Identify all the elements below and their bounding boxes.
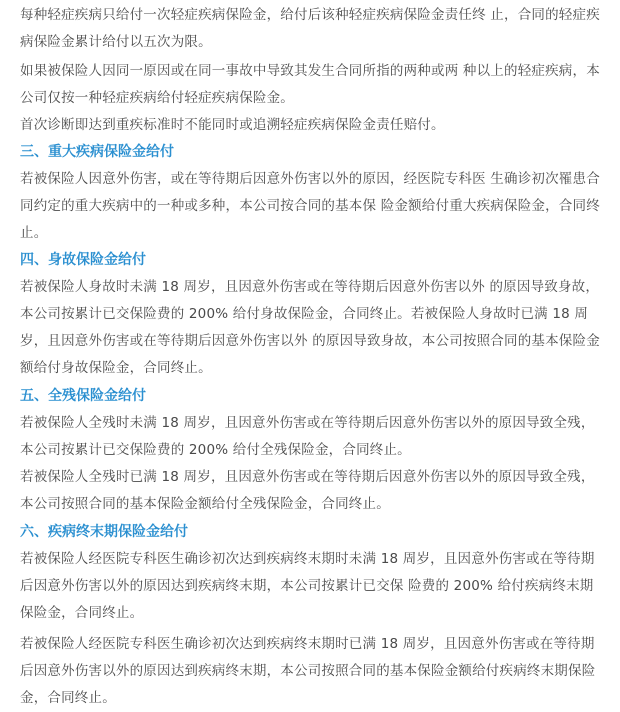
paragraph-death-benefit: 若被保险人身故时未满 18 周岁，且因意外伤害或在等待期后因意外伤害以外 的原因导致身故，本公司按累计已交保险费的 200% 给付身故保险金，合同终止。若被保险人身故时已满 18 周岁，且因意外伤害或在等待期后因意外伤害以外 的原因导致身故，本公司按照合同的基本保险金额给付身故保险金，合同终止。 <box>20 279 600 376</box>
section-heading-terminal-illness: 六、疾病终末期保险金给付 <box>20 524 188 540</box>
section-heading-total-disability: 五、全残保险金给付 <box>20 388 146 404</box>
paragraph-first-diagnosis: 首次诊断即达到重疾标准时不能同时或追溯轻症疾病保险金责任赔付。 <box>20 117 445 133</box>
paragraph-disability-over-18: 若被保险人全残时已满 18 周岁，且因意外伤害或在等待期后因意外伤害以外的原因导致全残，本公司按照合同的基本保险金额给付全残保险金，合同终止。 <box>20 469 595 512</box>
paragraph-critical-illness: 若被保险人因意外伤害，或在等待期后因意外伤害以外的原因，经医院专科医 生确诊初次罹患合同约定的重大疾病中的一种或多种，本公司按合同的基本保 险金额给付重大疾病保险金，合同终止。 <box>20 171 600 241</box>
section-heading-critical-illness: 三、重大疾病保险金给付 <box>20 144 174 160</box>
paragraph-mild-illness-limit: 每种轻症疾病只给付一次轻症疾病保险金，给付后该种轻症疾病保险金责任终 止，合同的轻症疾病保险金累计给付以五次为限。 <box>20 7 600 50</box>
section-heading-death-benefit: 四、身故保险金给付 <box>20 252 146 268</box>
paragraph-mild-illness-same-cause: 如果被保险人因同一原因或在同一事故中导致其发生合同所指的两种或两 种以上的轻症疾病，本公司仅按一种轻症疾病给付轻症疾病保险金。 <box>20 63 600 106</box>
paragraph-terminal-over-18: 若被保险人经医院专科医生确诊初次达到疾病终末期时已满 18 周岁，且因意外伤害或在等待期后因意外伤害以外的原因达到疾病终末期，本公司按照合同的基本保险金额给付疾病终末期保险金，合同终止。 <box>20 636 596 706</box>
paragraph-disability-under-18: 若被保险人全残时未满 18 周岁，且因意外伤害或在等待期后因意外伤害以外的原因导致全残，本公司按累计已交保险费的 200% 给付全残保险金，合同终止。 <box>20 415 595 458</box>
paragraph-terminal-under-18: 若被保险人经医院专科医生确诊初次达到疾病终末期时未满 18 周岁，且因意外伤害或在等待期后因意外伤害以外的原因达到疾病终末期，本公司按累计已交保 险费的 200% 给付疾病终末期保险金，合同终止。 <box>20 551 595 621</box>
